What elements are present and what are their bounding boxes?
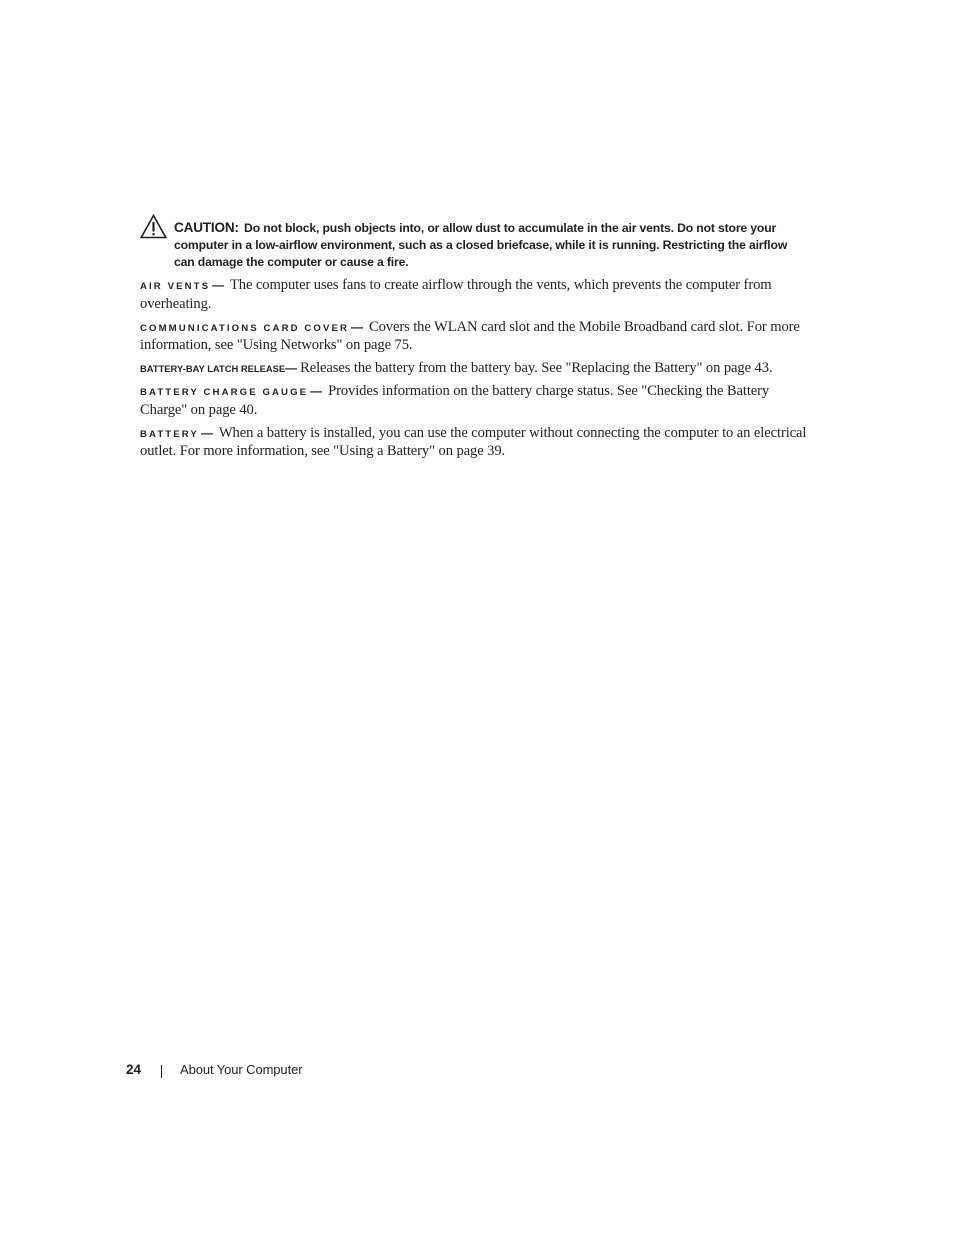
- entry-battery-bay-latch-release: [140, 360, 816, 378]
- caution-text: [174, 214, 810, 271]
- entry-dash: —: [310, 384, 323, 398]
- entry-term: BATTERY-BAY LATCH RELEASE: [140, 363, 286, 374]
- entry-battery-charge-gauge: [140, 383, 816, 419]
- component-descriptions: [140, 277, 816, 466]
- entry-term: BATTERY: [140, 428, 199, 440]
- entry-text: The computer uses fans to create airflow through the vents, which prevents the computer from overheating.: [140, 277, 772, 312]
- entry-dash: —: [351, 319, 363, 334]
- footer-section-title: About Your Computer: [180, 1062, 303, 1077]
- entry-dash: —: [212, 278, 224, 292]
- entry-term: BATTERY CHARGE GAUGE: [140, 387, 309, 398]
- entry-term: AIR VENTS: [140, 281, 211, 292]
- warning-triangle-icon: [140, 214, 167, 239]
- entry-dash: —: [200, 425, 213, 440]
- entry-air-vents: [140, 277, 816, 313]
- entry-term: COMMUNICATIONS CARD COVER: [140, 322, 350, 334]
- entry-text: Covers the WLAN card slot and the Mobile Broadband card slot. For more information, see "Using Networks" on page 75.: [140, 318, 800, 353]
- entry-communications-card-cover: [140, 319, 816, 355]
- page-footer: [126, 1061, 302, 1079]
- caution-label: CAUTION:: [174, 220, 239, 235]
- page-number: 24: [126, 1062, 142, 1077]
- entry-text: When a battery is installed, you can use the computer without connecting the computer to an electrical outlet. For more information, see "Using a Battery" on page 39.: [140, 424, 807, 459]
- entry-text: Releases the battery from the battery bay. See "Replacing the Battery" on page 43.: [300, 360, 773, 376]
- caution-body: Do not block, push objects into, or allow dust to accumulate in the air vents. Do not store your computer in a low-airflow environment, such as a closed briefcase, while it is running. Restricting the airflow can damage the computer or cause a fire.: [174, 221, 788, 269]
- entry-battery: [140, 425, 816, 461]
- caution-notice: [140, 214, 810, 271]
- footer-separator: [161, 1065, 162, 1078]
- entry-dash: —: [285, 361, 298, 375]
- entry-text: Provides information on the battery charge status. See "Checking the Battery Charge" on page 40.: [140, 383, 770, 418]
